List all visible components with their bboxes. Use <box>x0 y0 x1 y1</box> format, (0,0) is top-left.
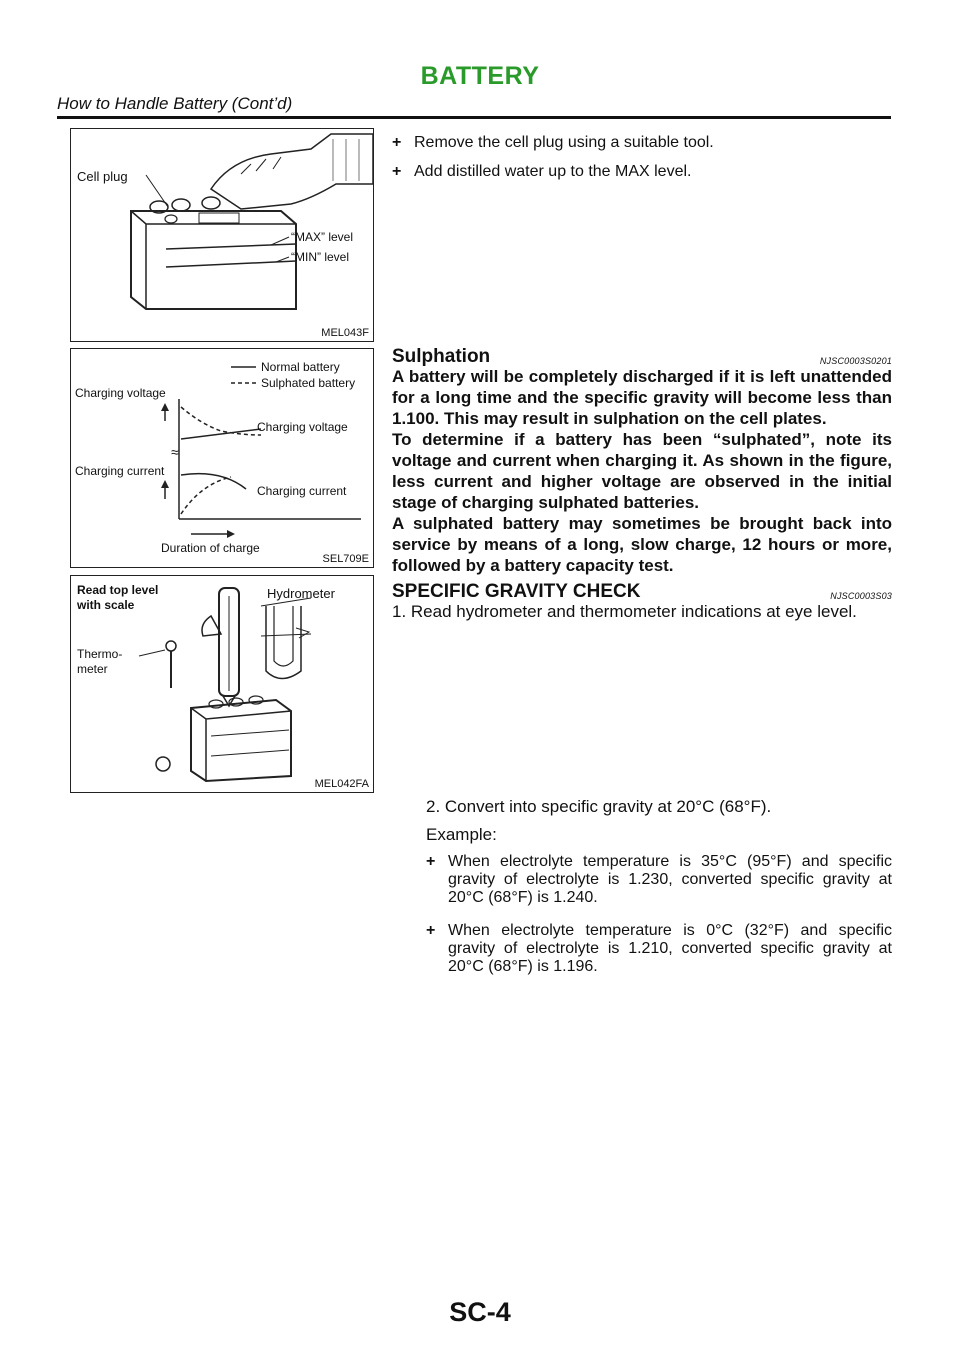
label-duration: Duration of charge <box>161 541 260 555</box>
label-read-top-2: with scale <box>77 598 135 612</box>
figure-code: MEL043F <box>321 327 369 339</box>
legend-normal: Normal battery <box>261 360 340 374</box>
figure-charging-curves <box>70 348 374 568</box>
step-2: 2. Convert into specific gravity at 20°C (68°F). <box>426 797 772 816</box>
sulphation-paragraph-2: To determine if a battery has been “sulphated”, note its voltage and current when charging it. As shown in the figure, less current and higher voltage are observed in the initial stage of charging sulphated batteries. <box>392 430 892 512</box>
figure-hydrometer <box>70 575 374 793</box>
label-charging-voltage-axis: Charging voltage <box>75 386 166 400</box>
example-bullet-1 <box>426 853 892 907</box>
bullet-mark: + <box>426 853 436 870</box>
axis-break: ≈ <box>171 444 179 460</box>
label-charging-current-axis: Charging current <box>75 464 165 478</box>
heading-sulphation-code: NJSC0003S0201 <box>819 356 892 366</box>
figure-code: SEL709E <box>322 553 369 565</box>
section-subtitle: How to Handle Battery (Cont’d) <box>57 94 293 113</box>
heading-sulphation <box>392 346 892 368</box>
bullet-mark: + <box>392 134 402 151</box>
sulphation-paragraph-3: A sulphated battery may sometimes be brought back into service by means of a long, slow charge, 12 hours or more, followed by a battery capacity test. <box>392 514 892 575</box>
sulphation-paragraph-1: A battery will be completely discharged if it is left unattended for a long time and the specific gravity will become less than 1.100. This may result in sulphation on the cell plates. <box>392 367 892 428</box>
label-read-top-1: Read top level <box>77 583 159 597</box>
heading-specific-gravity-title: SPECIFIC GRAVITY CHECK <box>392 581 641 602</box>
example-label: Example: <box>426 825 497 844</box>
header-divider <box>57 116 891 119</box>
label-max-level: “MAX” level <box>291 230 354 244</box>
current-normal-curve <box>181 474 246 489</box>
label-cell-plug: Cell plug <box>77 169 128 184</box>
label-charging-voltage-curve: Charging voltage <box>257 420 348 434</box>
label-thermometer-1: Thermo- <box>77 647 123 661</box>
bullet-text: Add distilled water up to the MAX level. <box>414 163 692 180</box>
label-thermometer-2: meter <box>77 662 108 676</box>
bullet-mark: + <box>426 922 436 939</box>
hydrometer-illustration <box>71 576 373 792</box>
heading-specific-gravity-code: NJSC0003S03 <box>830 591 892 601</box>
label-hydrometer: Hydrometer <box>267 586 335 601</box>
bullet-text: Remove the cell plug using a suitable tool. <box>414 134 714 151</box>
bullet-remove-cell-plug <box>392 134 892 152</box>
heading-specific-gravity <box>392 581 892 603</box>
example-bullet-2 <box>426 922 892 976</box>
current-sulphated-curve <box>181 477 231 514</box>
example-text-2: When electrolyte temperature is 0°C (32°F) and specific gravity of electrolyte is 1.210, converted specific gravity at 20°C (68°F) is 1.196. <box>448 922 892 975</box>
charging-curve-diagram <box>71 349 373 567</box>
heading-sulphation-title: Sulphation <box>392 346 491 367</box>
legend-sulphated: Sulphated battery <box>261 376 356 390</box>
step-1: 1. Read hydrometer and thermometer indications at eye level. <box>392 602 857 621</box>
figure-code: MEL042FA <box>314 778 369 790</box>
label-min-level: “MIN” level <box>291 250 350 264</box>
label-charging-current-curve: Charging current <box>257 484 347 498</box>
example-text-1: When electrolyte temperature is 35°C (95°F) and specific gravity of electrolyte is 1.230, converted specific gravity at 20°C (68°F) is 1.240. <box>448 853 892 906</box>
voltage-normal-curve <box>181 429 261 439</box>
bullet-add-distilled-water <box>392 163 892 181</box>
section-title: BATTERY <box>420 62 540 90</box>
bullet-mark: + <box>392 163 402 180</box>
figure-cell-plug <box>70 128 374 342</box>
battery-cell-plug-illustration <box>71 129 373 341</box>
page-number: SC-4 <box>449 1297 511 1327</box>
